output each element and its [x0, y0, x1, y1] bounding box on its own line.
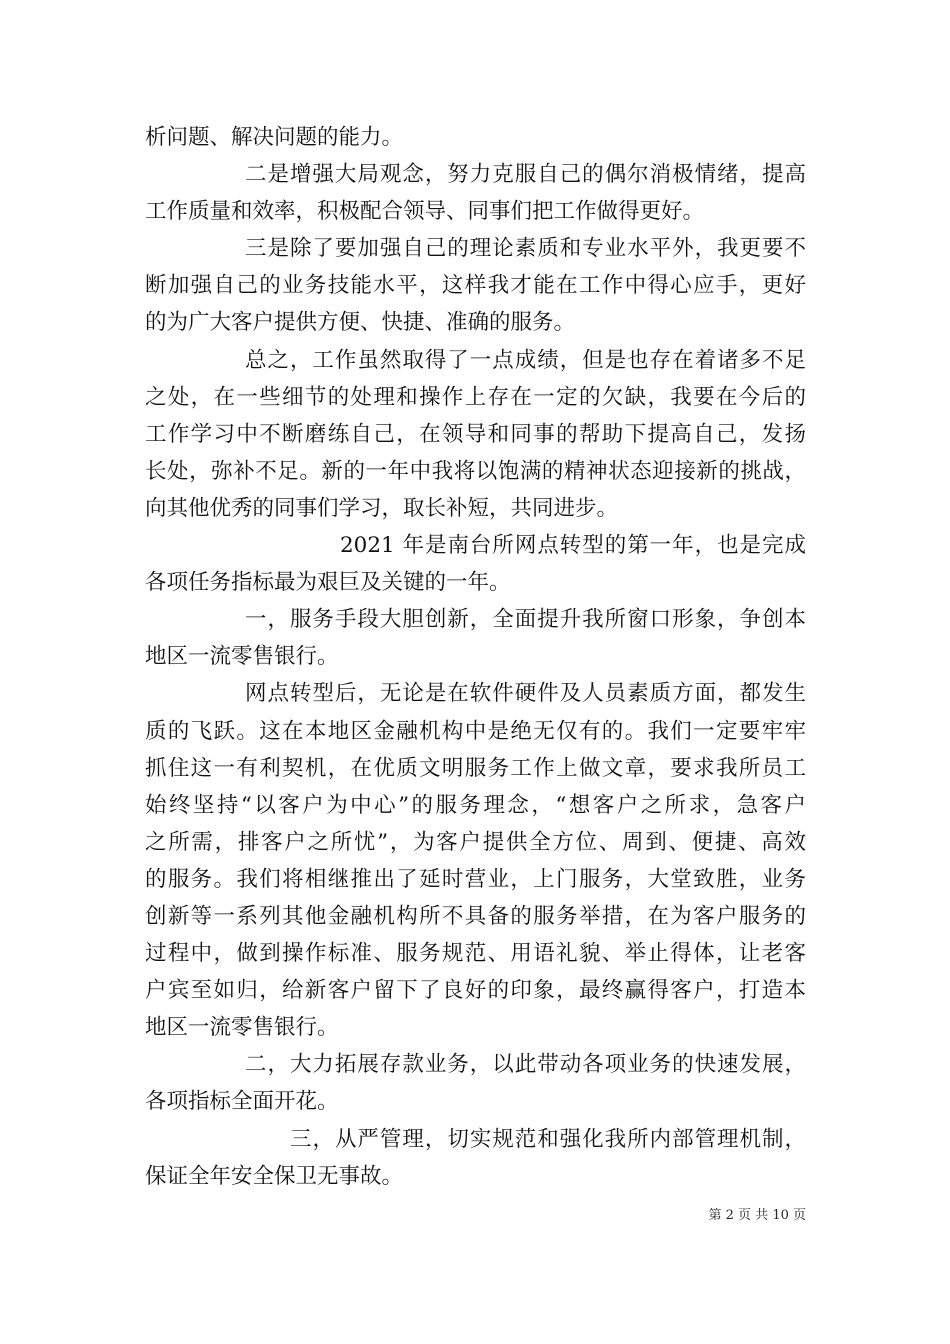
text-line: 各项任务指标最为艰巨及关键的一年。: [145, 570, 511, 596]
text-line: 工作学习中不断磨练自己，在领导和同事的帮助下提高自己，发扬: [145, 421, 806, 447]
text-line: 始终坚持“以客户为中心”的服务理念，“想客户之所求，急客户: [145, 792, 806, 818]
text-line: 各项指标全面开花。: [145, 1089, 339, 1115]
text-line: 户宾至如归，给新客户留下了良好的印象，最终赢得客户，打造本: [145, 978, 806, 1004]
text-line: 二，大力拓展存款业务，以此带动各项业务的快速发展，: [245, 1052, 806, 1078]
text-line: 过程中，做到操作标准、服务规范、用语礼貌、举止得体，让老客: [145, 941, 806, 967]
text-line: 断加强自己的业务技能水平，这样我才能在工作中得心应手，更好: [145, 273, 806, 299]
text-line: 地区一流零售银行。: [145, 644, 339, 670]
text-line: 的为广大客户提供方便、快捷、准确的服务。: [145, 310, 576, 336]
text-line: 的服务。我们将相继推出了延时营业，上门服务，大堂致胜，业务: [145, 866, 806, 892]
text-line: 之处，在一些细节的处理和操作上存在一定的欠缺，我要在今后的: [145, 384, 806, 410]
text-line: 长处，弥补不足。新的一年中我将以饱满的精神状态迎接新的挑战，: [145, 458, 806, 484]
text-line: 之所需，排客户之所忧”，为客户提供全方位、周到、便捷、高效: [145, 829, 806, 855]
text-line: 向其他优秀的同事们学习，取长补短，共同进步。: [145, 495, 619, 521]
page-number: 第 2 页 共 10 页: [708, 1208, 806, 1223]
text-line: 质的飞跃。这在本地区金融机构中是绝无仅有的。我们一定要牢牢: [145, 718, 806, 744]
text-line: 2021 年是南台所网点转型的第一年，也是完成: [340, 533, 806, 559]
text-line: 工作质量和效率，积极配合领导、同事们把工作做得更好。: [145, 199, 705, 225]
text-line: 地区一流零售银行。: [145, 1015, 339, 1041]
text-line: 析问题、解决问题的能力。: [145, 125, 404, 150]
text-line: 保证全年安全保卫无事故。: [145, 1163, 404, 1189]
text-line: 二是增强大局观念，努力克服自己的偶尔消极情绪，提高: [245, 162, 806, 188]
document-body: [145, 119, 806, 1195]
text-line: 一，服务手段大胆创新，全面提升我所窗口形象，争创本: [245, 607, 806, 633]
text-line: 三，从严管理，切实规范和强化我所内部管理机制，: [290, 1126, 806, 1152]
text-line: 创新等一系列其他金融机构所不具备的服务举措，在为客户服务的: [145, 903, 806, 929]
text-line: 三是除了要加强自己的理论素质和专业水平外，我更要不: [245, 236, 806, 262]
text-line: 网点转型后，无论是在软件硬件及人员素质方面，都发生: [245, 681, 806, 707]
text-line: 总之，工作虽然取得了一点成绩，但是也存在着诸多不足: [245, 347, 806, 373]
text-line: 抓住这一有利契机，在优质文明服务工作上做文章，要求我所员工: [145, 755, 806, 781]
